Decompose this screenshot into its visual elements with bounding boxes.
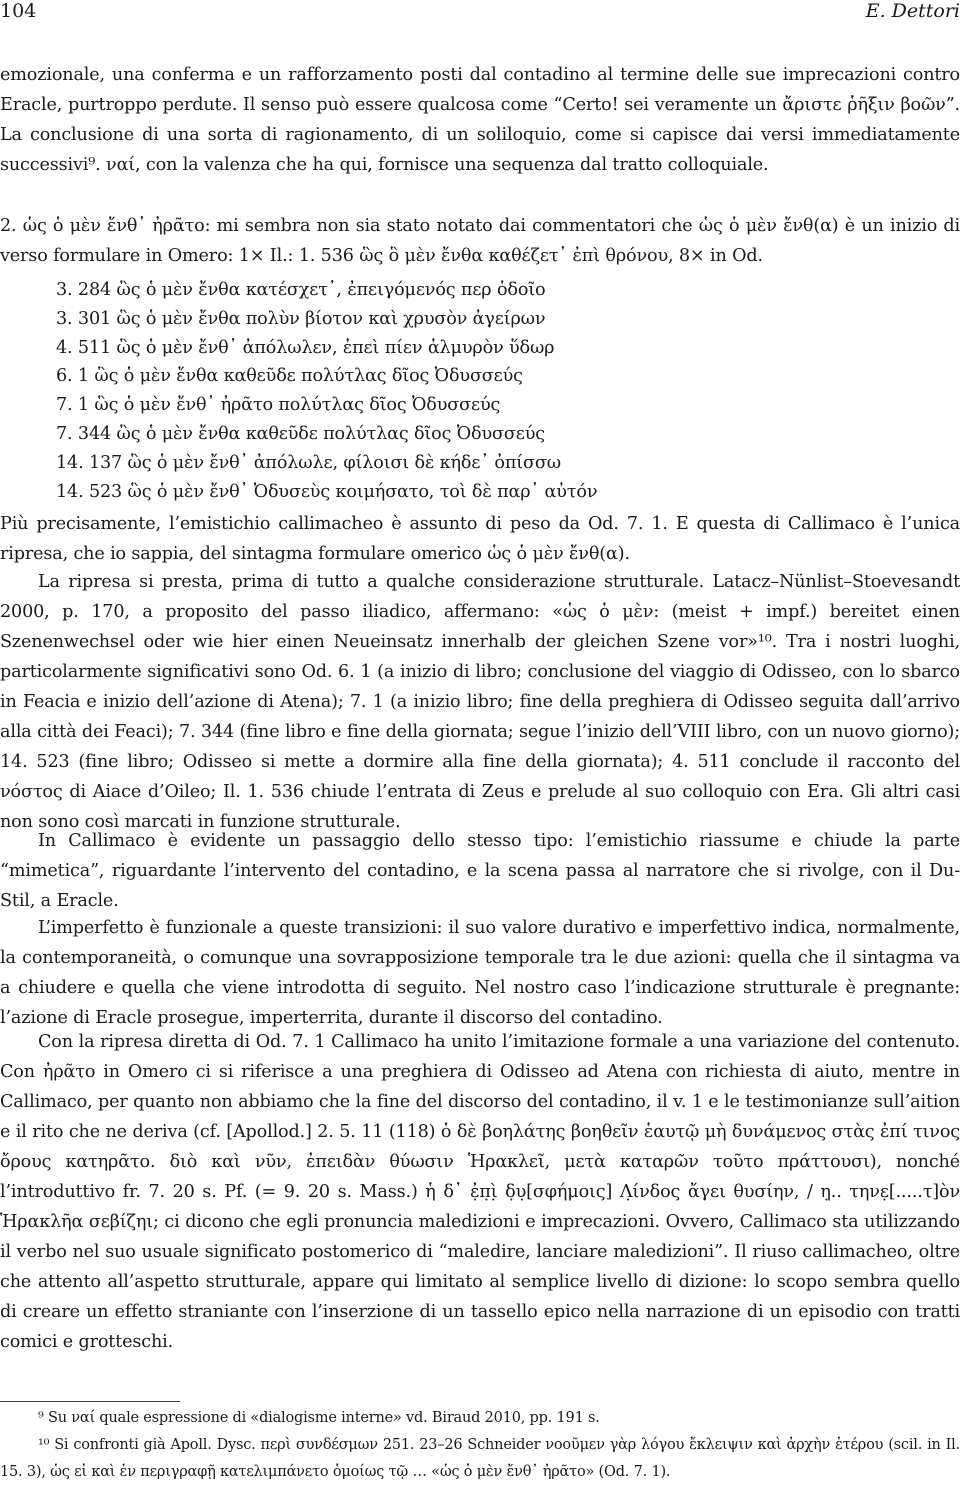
verse-line: 6. 1 ὣς ὁ μὲν ἔνθα καθεῦδε πολύτλας δῖος Ὀδυσσεύς [56,366,523,387]
paragraph-formula: 2. ὡς ὁ μὲν ἔνθ᾽ ἠρᾶτο: mi sembra non sia stato notato dai commentatori che ὡς ὁ μὲν ἔνθ(α) è un inizio di verso formulare in Omero: 1× Il.: 1. 536 ὣς ὃ μὲν ἔνθα καθέζετ᾽ ἐπὶ θρόνου, 8× in Od. [0,216,960,266]
paragraph-emistichio: Più precisamente, l’emistichio callimacheo è assunto di peso da Od. 7. 1. E questa di Callimaco è l’unica ripresa, che io sappia, del sintagma formulare omerico ὡς ὁ μὲν ἔνθ(α). [0,514,960,564]
paragraph-intro: emozionale, una conferma e un rafforzamento posti dal contadino al termine delle sue imprecazioni contro Eracle, purtroppo perdute. Il senso può essere qualcosa come “Certo! sei veramente un ἄριστε ῥῆξιν βοῶν”. La conclusione di una sorta di ragionamento, di un soliloquio, come si capisce dai versi immediatamente successivi⁹. ναί, con la valenza che ha qui, fornisce una sequenza dal tratto colloquiale. [0,65,960,175]
footnote-10: ¹⁰ Si confronti già Apoll. Dysc. περὶ συνδέσμων 251. 23–26 Schneider νοοῦμεν γὰρ λόγου ἔκλειψιν καὶ ἀρχὴν ἑτέρου (scil. in Il. 15. 3), ὡς εἰ καὶ ἐν περιγραφῇ κατελιμπάνετο ὁμοίως τῷ … «ὡς ὁ μὲν ἔνθ᾽ ἠρᾶτο» (Od. 7. 1). [0,1437,960,1480]
footnote-rule [0,1401,180,1402]
footnotes [0,1405,960,1486]
verse-line: 14. 137 ὣς ὁ μὲν ἔνθ᾽ ἀπόλωλε, φίλοισι δὲ κήδε᾽ ὀπίσσω [56,452,561,473]
homeric-verse-list [56,276,856,506]
verse-line: 7. 1 ὣς ὁ μὲν ἔνθ᾽ ἠρᾶτο πολύτλας δῖος Ὀδυσσεύς [56,395,501,416]
running-head: E. Dettori [865,0,960,22]
verse-line: 14. 523 ὣς ὁ μὲν ἔνθ᾽ Ὀδυσεὺς κοιμήσατο, τοὶ δὲ παρ᾽ αὐτόν [56,481,598,502]
verse-line: 7. 344 ὣς ὁ μὲν ἔνθα καθεῦδε πολύτλας δῖος Ὀδυσσεύς [56,423,545,444]
page-header [0,0,960,28]
paragraph-ripresa-diretta: Con la ripresa diretta di Od. 7. 1 Callimaco ha unito l’imitazione formale a una variazione del contenuto. Con ἠρᾶτο in Omero ci si riferisce a una preghiera di Odisseo ad Atena con richiesta di aiuto, mentre in Callimaco, per quanto non abbiamo che la fine del discorso del contadino, il v. 1 e le testimonianze sull’aition e il rito che ne deriva (cf. [Apollod.] 2. 5. 11 (118) ὁ δὲ βοηλάτης βοηθεῖν ἑαυτῷ μὴ δυνάμενος στὰς ἐπί τινος ὄρους κατηρᾶτο. διὸ καὶ νῦν, ἐπειδὰν θύωσιν Ἡρακλεῖ, μετὰ καταρῶν τοῦτο πράττουσι), nonché l’introduttivo fr. 7. 20 s. Pf. (= 9. 20 s. Mass.) ἡ δ᾽ ἐ̣π̣ὶ̣ δ̣υ̣[σφήμοις] Λ̣ίνδος ἄγει θυσίην, / η̣.. τηνε̣[.....τ]ὸν Ἡρακλῆα σεβίζηι; ci dicono che egli pronuncia maledizioni e imprecazioni. Ovvero, Callimaco sta utilizzando il verbo nel suo usuale significato postomerico di “maledire, lanciare maledizioni”. Il riuso callimacheo, oltre che attento all’aspetto strutturale, appare qui limitato al semplice livello di dizione: lo scopo sembra quello di creare un effetto straniante con l’inserzione di un tassello epico nella narrazione di un episodio con tratti comici e grotteschi. [0,1032,960,1352]
paragraph-ripresa: La ripresa si presta, prima di tutto a qualche considerazione strutturale. Latacz–Nünlist–Stoevesandt 2000, p. 170, a proposito del passo iliadico, affermano: «ὡς ὁ μὲν: (meist + impf.) bereitet einen Szenenwechsel oder wie hier einen Neueinsatz innerhalb der gleichen Szene vor»¹⁰. Tra i nostri luoghi, particolarmente significativi sono Od. 6. 1 (a inizio di libro; conclusione del viaggio di Odisseo, con lo sbarco in Feacia e inizio dell’azione di Atena); 7. 1 (a inizio libro; fine della preghiera di Odisseo seguita dall’arrivo alla città dei Feaci); 7. 344 (fine libro e fine della giornata; segue l’inizio dell’VIII libro, con un nuovo giorno); 14. 523 (fine libro; Odisseo si mette a dormire alla fine della giornata); 4. 511 conclude il racconto del νόστος di Aiace d’Oileo; Il. 1. 536 chiude l’entrata di Zeus e prelude al suo colloquio con Era. Gli altri casi non sono così marcati in funzione strutturale. [0,572,960,832]
footnote-9: ⁹ Su ναί quale espressione di «dialogisme interne» vd. Biraud 2010, pp. 191 s. [38,1410,600,1426]
verse-line: 4. 511 ὣς ὁ μὲν ἔνθ᾽ ἀπόλωλεν, ἐπεὶ πίεν ἁλμυρὸν ὕδωρ [56,337,555,358]
paragraph-callimaco: In Callimaco è evidente un passaggio dello stesso tipo: l’emistichio riassume e chiude la parte “mimetica”, riguardante l’intervento del contadino, e la scena passa al narratore che si rivolge, con il Du-Stil, a Eracle. [0,831,960,911]
verse-line: 3. 284 ὣς ὁ μὲν ἔνθα κατέσχετ᾽, ἐπειγόμενός περ ὁδοῖο [56,280,546,300]
verse-line: 3. 301 ὣς ὁ μὲν ἔνθα πολὺν βίοτον καὶ χρυσὸν ἀγείρων [56,308,546,329]
page-number: 104 [0,0,37,22]
paragraph-imperfetto: L’imperfetto è funzionale a queste transizioni: il suo valore durativo e imperfettivo indica, normalmente, la contemporaneità, o comunque una sovrapposizione temporale tra le due azioni: quella che il sintagma va a chiudere e quella che viene introdotta di seguito. Nel nostro caso l’indicazione strutturale è pregnante: l’azione di Eracle prosegue, imperterrita, durante il discorso del contadino. [0,918,960,1028]
